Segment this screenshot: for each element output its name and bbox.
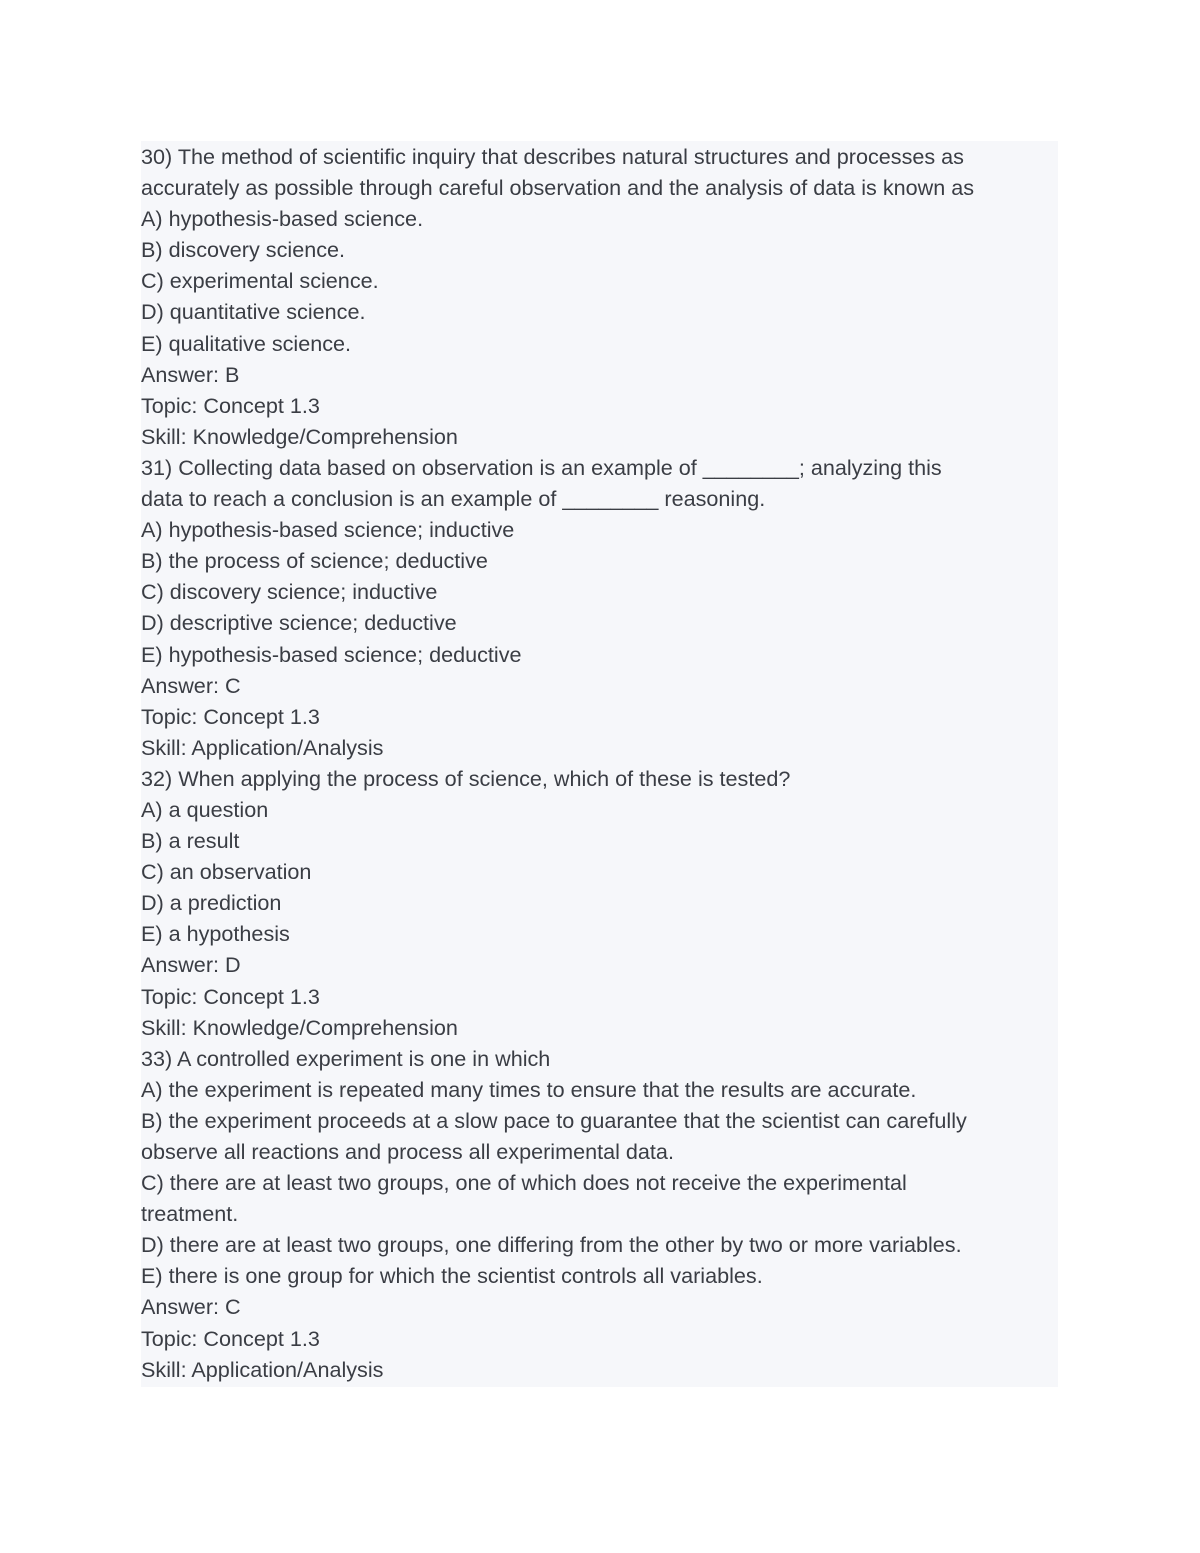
q31-answer: Answer: C: [141, 672, 241, 698]
q33-stem: 33) A controlled experiment is one in which: [141, 1045, 551, 1071]
q31-skill: Skill: Application/Analysis: [141, 734, 384, 760]
q30-option-a: A) hypothesis-based science.: [141, 206, 424, 232]
q31-option-a: A) hypothesis-based science; inductive: [141, 517, 515, 543]
q32-option-e: E) a hypothesis: [141, 921, 290, 947]
q32-answer: Answer: D: [141, 952, 241, 978]
q33-skill: Skill: Application/Analysis: [141, 1356, 384, 1382]
q30-answer: Answer: B: [141, 361, 240, 387]
q32-option-d: D) a prediction: [141, 890, 282, 916]
q31-stem-line-1: 31) Collecting data based on observation is an example of ________; analyzing this: [141, 454, 942, 480]
q33-option-c-line-1: C) there are at least two groups, one of which does not receive the experimental: [141, 1170, 907, 1196]
q30-stem-line-2: accurately as possible through careful observation and the analysis of data is known as: [141, 175, 975, 201]
q33-option-a: A) the experiment is repeated many times to ensure that the results are accurate.: [141, 1076, 917, 1102]
q33-option-b-line-2: observe all reactions and process all experimental data.: [141, 1139, 674, 1164]
q32-topic: Topic: Concept 1.3: [141, 983, 320, 1009]
q30-skill: Skill: Knowledge/Comprehension: [141, 423, 458, 449]
q30-option-c: C) experimental science.: [141, 268, 379, 294]
q31-option-c: C) discovery science; inductive: [141, 579, 438, 605]
q30-option-d: D) quantitative science.: [141, 299, 366, 325]
q30-topic: Topic: Concept 1.3: [141, 392, 320, 418]
q30-option-e: E) qualitative science.: [141, 330, 352, 356]
q32-option-b: B) a result: [141, 828, 240, 854]
q33-topic: Topic: Concept 1.3: [141, 1325, 320, 1351]
q32-option-a: A) a question: [141, 796, 269, 822]
q33-option-e: E) there is one group for which the scientist controls all variables.: [141, 1263, 763, 1289]
q31-option-e: E) hypothesis-based science; deductive: [141, 641, 522, 667]
q33-option-d: D) there are at least two groups, one differing from the other by two or more variables.: [141, 1232, 962, 1258]
question-text-block: [141, 141, 1058, 1387]
q30-option-b: B) discovery science.: [141, 237, 346, 263]
q31-option-b: B) the process of science; deductive: [141, 548, 488, 574]
q32-option-c: C) an observation: [141, 859, 312, 885]
q31-stem-line-2: data to reach a conclusion is an example of ________ reasoning.: [141, 486, 766, 512]
q33-option-b-line-1: B) the experiment proceeds at a slow pace to guarantee that the scientist can carefully: [141, 1107, 967, 1133]
q30-stem-line-1: 30) The method of scientific inquiry that describes natural structures and processes as: [141, 144, 964, 169]
q31-topic: Topic: Concept 1.3: [141, 703, 320, 729]
q33-answer: Answer: C: [141, 1294, 241, 1320]
q31-option-d: D) descriptive science; deductive: [141, 610, 457, 636]
q33-option-c-line-2: treatment.: [141, 1201, 239, 1227]
q32-skill: Skill: Knowledge/Comprehension: [141, 1014, 458, 1040]
q32-stem: 32) When applying the process of science, which of these is tested?: [141, 765, 791, 791]
